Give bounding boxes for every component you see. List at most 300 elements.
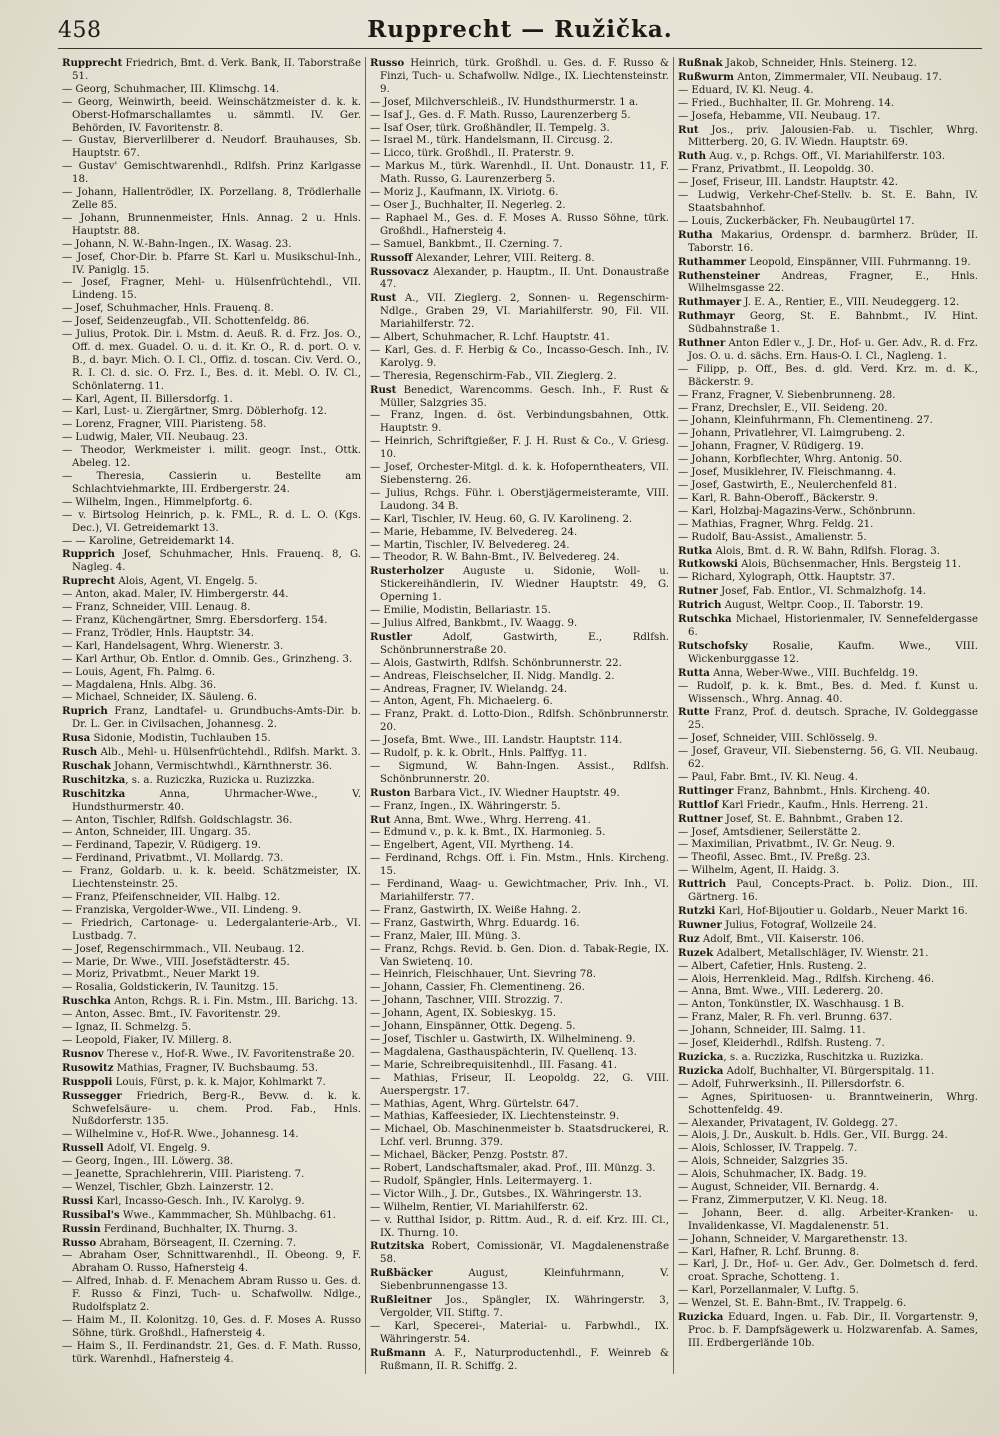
directory-entry bbox=[62, 406, 361, 419]
entry-text: — Paul, Fabr. Bmt., IV. Kl. Neug. 4. bbox=[678, 771, 858, 783]
entry-text: — August, Schneider, VII. Bernardg. 4. bbox=[678, 1182, 880, 1194]
directory-entry bbox=[62, 1009, 361, 1022]
entry-surname: Ruz bbox=[678, 932, 700, 945]
entry-text: Friedrich, Berg-R., Bevw. d. k. k. Schwefelsäure- u. chem. Prod. Fab., Hnls. Nußdorferstr. 135. bbox=[72, 1090, 361, 1128]
entry-text: — Louis, Agent, Fh. Palmg. 6. bbox=[62, 666, 216, 678]
entry-surname: Rupprecht bbox=[62, 57, 123, 69]
entry-text: — Rudolf, p. k. k. Bmt., Bes. d. Med. f. Kunst u. Wissensch., Whrg. Annag. 40. bbox=[678, 680, 978, 705]
directory-entry bbox=[370, 879, 669, 905]
directory-entry bbox=[370, 161, 669, 187]
directory-entry bbox=[62, 1276, 361, 1315]
entry-text: Heinrich, türk. Großhdl. u. Ges. d. F. Russo & Finzi, Tuch- u. Schafwollw. Ndlge., IX. Liechtensteinstr. 9. bbox=[380, 58, 669, 95]
entry-text: — Heinrich, Fleischhauer, Unt. Sievring 78. bbox=[370, 969, 596, 981]
directory-entry bbox=[370, 123, 669, 136]
entry-text: Eduard, Ingen. u. Fab. Dir., II. Vorgartenstr. 9, Proc. b. F. Dampfsägewerk u. Holzwarenfab. A. Sames, III. Erdbergerlände 10b. bbox=[688, 1312, 978, 1349]
entry-surname: Rustler bbox=[370, 630, 413, 643]
directory-entry bbox=[678, 493, 978, 506]
directory-entry bbox=[370, 57, 669, 97]
entry-surname: Rußmann bbox=[370, 1346, 426, 1359]
entry-text: Anton, Rchgs. R. i. Fin. Mstm., III. Barichg. 13. bbox=[110, 996, 358, 1008]
entry-text: Anna, Uhrmacher-Wwe., V. Hundsthurmerstr. 40. bbox=[72, 788, 361, 813]
directory-entry bbox=[62, 1035, 361, 1048]
directory-entry bbox=[678, 1195, 978, 1208]
directory-entry bbox=[678, 111, 978, 124]
entry-text: Alexander, p. Hauptm., II. Unt. Donaustraße 47. bbox=[380, 266, 669, 291]
directory-entry bbox=[678, 441, 978, 454]
directory-entry bbox=[62, 419, 361, 432]
entry-text: Andreas, Fragner, E., Hnls. Wilhelmsgasse 22. bbox=[688, 270, 978, 295]
entry-text: — Anton, Schneider, III. Ungarg. 35. bbox=[62, 827, 251, 839]
directory-entry bbox=[678, 256, 978, 270]
entry-text: — Josef, Orchester-Mitgl. d. k. k. Hofoperntheaters, VII. Siebensterng. 26. bbox=[370, 462, 669, 486]
directory-entry bbox=[62, 394, 361, 407]
directory-entry bbox=[678, 364, 978, 390]
entry-text: — Mathias, Kaffeesieder, IX. Liechtensteinstr. 9. bbox=[370, 1111, 620, 1123]
directory-entry bbox=[678, 1298, 978, 1311]
directory-entry bbox=[678, 933, 978, 947]
entry-text: Franz, Prof. d. deutsch. Sprache, IV. Goldeggasse 25. bbox=[688, 707, 978, 732]
entry-text: Adalbert, Metallschläger, IV. Wienstr. 21. bbox=[713, 947, 929, 959]
directory-entry bbox=[62, 536, 361, 549]
directory-entry bbox=[370, 527, 669, 540]
entry-text: Franz, Bahnbmt., Hnls. Kircheng. 40. bbox=[733, 785, 931, 797]
entry-text: — Wilhelm, Agent, II. Haidg. 3. bbox=[678, 865, 840, 877]
entry-text: Karl, Incasso-Gesch. Inh., IV. Karolyg. 9. bbox=[93, 1195, 305, 1207]
entry-surname: Ruschitzka bbox=[62, 787, 126, 800]
directory-entry bbox=[370, 969, 669, 982]
entry-surname: Ruwner bbox=[678, 918, 722, 931]
directory-entry bbox=[370, 631, 669, 658]
entry-text: — Michael, Schneider, IX. Säuleng. 6. bbox=[62, 692, 258, 704]
entry-text: Johann, Vermischtwhdl., Kärnthnerstr. 36. bbox=[110, 760, 333, 772]
directory-entry bbox=[678, 827, 978, 840]
directory-entry bbox=[62, 510, 361, 536]
directory-entry bbox=[678, 1182, 978, 1195]
directory-entry bbox=[678, 1208, 978, 1234]
entry-text: — Alexander, Privatagent, IV. Goldegg. 27. bbox=[678, 1117, 898, 1129]
directory-entry bbox=[62, 1169, 361, 1182]
directory-entry bbox=[678, 124, 978, 151]
entry-text: Paul, Concepts-Pract. b. Poliz. Dion., III. Gärtnerg. 16. bbox=[688, 879, 978, 904]
entry-text: Adolf, Buchhalter, VI. Bürgerspitalg. 11. bbox=[723, 1065, 935, 1077]
entry-text: J. E. A., Rentier, E., VIII. Neudeggerg. 12. bbox=[741, 297, 960, 309]
directory-entry bbox=[678, 1130, 978, 1143]
directory-entry bbox=[370, 565, 669, 605]
directory-entry bbox=[370, 135, 669, 148]
directory-entry bbox=[370, 905, 669, 918]
directory-entry bbox=[370, 605, 669, 618]
entry-text: — Anton, Tonkünstler, IX. Waschhausg. 1 B. bbox=[678, 999, 905, 1011]
entry-text: August, Kleinfuhrmann, V. Siebenbrunnengasse 13. bbox=[380, 1268, 669, 1293]
directory-entry bbox=[370, 345, 669, 371]
entry-surname: Ruschka bbox=[62, 995, 111, 1008]
directory-entry bbox=[62, 827, 361, 840]
directory-entry bbox=[62, 316, 361, 329]
directory-entry bbox=[678, 415, 978, 428]
entry-surname: Ruttner bbox=[678, 812, 723, 825]
entry-text: , s. a. Ruczizka, Ruschitzka u. Ruzizka. bbox=[723, 1051, 924, 1063]
entry-text: — Oser J., Buchhalter, II. Negerleg. 2. bbox=[370, 199, 566, 211]
directory-entry bbox=[62, 277, 361, 303]
entry-text: — Franz, Gastwirth, IX. Weiße Hahng. 2. bbox=[370, 904, 581, 916]
entry-text: — Karl, Porzellanmaler, V. Luftg. 5. bbox=[678, 1285, 859, 1297]
directory-entry bbox=[370, 1073, 669, 1099]
entry-text: — Johann, Privatlehrer, VI. Laimgrubeng. 2. bbox=[678, 428, 906, 440]
entry-text: — Ignaz, II. Schmelzg. 5. bbox=[62, 1022, 192, 1034]
directory-entry bbox=[62, 84, 361, 97]
directory-entry bbox=[678, 947, 978, 961]
entry-surname: Ruthensteiner bbox=[678, 269, 760, 282]
directory-entry bbox=[370, 827, 669, 840]
entry-text: — Emilie, Modistin, Bellariastr. 15. bbox=[370, 605, 551, 617]
entry-text: — Franz, Maler, III. Müng. 3. bbox=[370, 930, 521, 942]
directory-entry bbox=[678, 98, 978, 111]
directory-entry bbox=[678, 999, 978, 1012]
entry-text: — Franz, Prakt. d. Lotto-Dion., Rdlfsh. Schönbrunnerstr. 20. bbox=[370, 709, 669, 734]
entry-text: — Robert, Landschaftsmaler, akad. Prof., III. Münzg. 3. bbox=[370, 1163, 656, 1175]
entry-text: — Andreas, Fleischselcher, II. Nidg. Mandlg. 2. bbox=[370, 670, 615, 682]
entry-surname: Ruthmayr bbox=[678, 310, 735, 323]
directory-entry bbox=[678, 506, 978, 519]
directory-entry bbox=[678, 270, 978, 297]
entry-surname: Ruttlof bbox=[678, 798, 719, 811]
directory-entry bbox=[678, 599, 978, 613]
column-3 bbox=[674, 57, 982, 1374]
entry-text: — Engelbert, Agent, VII. Myrtheng. 14. bbox=[370, 840, 574, 852]
directory-entry bbox=[370, 292, 669, 332]
entry-text: — Johann, Agent, IX. Sobieskyg. 15. bbox=[370, 1008, 556, 1020]
entry-text: — Karl, Holzbaj-Magazins-Verw., Schönbrunn. bbox=[678, 505, 916, 517]
directory-entry bbox=[678, 572, 978, 585]
directory-entry bbox=[62, 135, 361, 161]
directory-entry bbox=[370, 1111, 669, 1124]
directory-entry bbox=[62, 1237, 361, 1251]
entry-surname: Rut bbox=[678, 123, 699, 136]
entry-text: — Julius Alfred, Bankbmt., IV. Waagg. 9. bbox=[370, 617, 578, 629]
entry-text: — Raphael M., Ges. d. F. Moses A. Russo Söhne, türk. Großhdl., Hafnersteig 4. bbox=[370, 212, 669, 237]
directory-entry bbox=[62, 641, 361, 654]
entry-text: Alexander, Lehrer, VIII. Reiterg. 8. bbox=[412, 252, 595, 264]
entry-text: — Markus M., türk. Warenhdl., II. Unt. Donaustr. 11, F. Math. Russo, G. Laurenzerberg 5. bbox=[370, 161, 669, 186]
entry-text: Franz, Landtafel- u. Grundbuchs-Amts-Dir. b. Dr. L. Ger. in Civilsachen, Johannesg. 2. bbox=[72, 706, 361, 731]
directory-entry bbox=[678, 1012, 978, 1025]
directory-entry bbox=[678, 878, 978, 905]
directory-entry bbox=[62, 161, 361, 187]
directory-entry bbox=[62, 732, 361, 746]
directory-entry bbox=[678, 706, 978, 733]
entry-text: — Ludwig, Maler, VII. Neubaug. 23. bbox=[62, 432, 249, 444]
entry-text: — Josef, Kleiderhdl., Rdlfsh. Rusteng. 7. bbox=[678, 1038, 885, 1050]
entry-text: — Alois, J. Dr., Auskult. b. Hdls. Ger., VII. Burgg. 24. bbox=[678, 1130, 948, 1142]
entry-text: — Lorenz, Fragner, VIII. Piaristeng. 58. bbox=[62, 419, 267, 431]
entry-text: Auguste u. Sidonie, Woll- u. Stickereihändlerin, IV. Wiedner Hauptstr. 49, G. Operning 1. bbox=[380, 566, 669, 604]
entry-text: — Johann, Kleinfuhrmann, Fh. Clementineng. 27. bbox=[678, 415, 933, 427]
directory-entry bbox=[678, 1025, 978, 1038]
entry-text: Alois, Büchsenmacher, Hnls. Bergsteig 11. bbox=[737, 559, 962, 571]
entry-text: — Magdalena, Gasthauspächterin, IV. Quellenq. 13. bbox=[370, 1046, 637, 1058]
entry-surname: Russegger bbox=[62, 1089, 122, 1102]
entry-text: — Martin, Tischler, IV. Belvedereg. 24. bbox=[370, 539, 570, 551]
directory-entry bbox=[678, 454, 978, 467]
directory-entry bbox=[370, 787, 669, 801]
entry-text: Alois, Agent, VI. Engelg. 5. bbox=[115, 576, 258, 588]
entry-text: — Johann, Hallentrödler, IX. Porzellang. 8, Trödlerhalle Zelle 85. bbox=[62, 187, 361, 211]
entry-text: — Franz, Privatbmt., II. Leopoldg. 30. bbox=[678, 164, 874, 176]
entry-text: — Alois, Herrenkleid. Mag., Rdlfsh. Kircheng. 46. bbox=[678, 973, 935, 985]
entry-text: — Julius, Rchgs. Führ. i. Oberstjägermeisteramte, VIII. Laudong. 34 B. bbox=[370, 487, 669, 512]
directory-entry bbox=[62, 602, 361, 615]
directory-entry bbox=[370, 671, 669, 684]
entry-surname: Ruzicka bbox=[678, 1050, 724, 1063]
entry-surname: Rußwurm bbox=[678, 70, 734, 83]
directory-entry bbox=[678, 799, 978, 813]
directory-entry bbox=[370, 1347, 669, 1374]
entry-text: — Johann, Einspänner, Ottk. Degeng. 5. bbox=[370, 1021, 576, 1033]
entry-text: Alb., Mehl- u. Hülsenfrüchtehdl., Rdlfsh. Markt. 3. bbox=[97, 747, 361, 759]
entry-surname: Rutschka bbox=[678, 613, 732, 626]
directory-entry bbox=[678, 785, 978, 799]
entry-text: A. F., Naturproductenhdl., F. Weinreb & Rußmann, II. R. Schiffg. 2. bbox=[380, 1347, 669, 1372]
directory-entry bbox=[62, 628, 361, 641]
directory-entry bbox=[678, 681, 978, 707]
directory-entry bbox=[678, 190, 978, 216]
entry-surname: Russibal's bbox=[62, 1208, 120, 1221]
entry-text: — Josef, Tischler u. Gastwirth, IX. Wilhelmineng. 9. bbox=[370, 1033, 636, 1045]
directory-entry bbox=[370, 540, 669, 553]
entry-surname: Rußleitner bbox=[370, 1294, 432, 1307]
column-1 bbox=[58, 57, 366, 1374]
entry-text: — Franziska, Vergolder-Wwe., VII. Lindeng. 9. bbox=[62, 904, 302, 916]
entry-surname: Rusppoli bbox=[62, 1075, 113, 1088]
directory-entry bbox=[62, 1223, 361, 1237]
entry-text: — Josefa, Bmt. Wwe., III. Landstr. Hauptstr. 114. bbox=[370, 735, 623, 747]
entry-text: Friedrich, Bmt. d. Verk. Bank, II. Taborstraße 51. bbox=[72, 58, 361, 82]
entry-text: — Mathias, Agent, Whrg. Gürtelstr. 647. bbox=[370, 1098, 579, 1110]
entry-text: — Wenzel, St. E. Bahn-Bmt., IV. Trappelg. 6. bbox=[678, 1298, 907, 1310]
directory-entry bbox=[62, 1315, 361, 1341]
entry-text: — Alois, Schuhmacher, IX. Badg. 19. bbox=[678, 1169, 867, 1181]
entry-text: — Maximilian, Privatbmt., IV. Gr. Neug. 9. bbox=[678, 839, 896, 851]
entry-text: — Franz, Goldarb. u. k. k. beeid. Schätzmeister, IX. Liechtensteinstr. 25. bbox=[62, 866, 361, 891]
directory-entry bbox=[370, 1176, 669, 1189]
entry-text: — Michael, Bäcker, Penzg. Poststr. 87. bbox=[370, 1150, 568, 1162]
entry-text: — Moriz, Privatbmt., Neuer Markt 19. bbox=[62, 969, 260, 981]
column-2 bbox=[366, 57, 674, 1374]
directory-entry bbox=[678, 961, 978, 974]
entry-text: — Haim S., II. Ferdinandstr. 21, Ges. d. F. Math. Russo, türk. Warenhdl., Hafnersteig 4. bbox=[62, 1340, 361, 1365]
entry-text: — Johann, Schneider, V. Margarethenstr. 13. bbox=[678, 1233, 908, 1245]
directory-entry bbox=[678, 403, 978, 416]
entry-surname: Russell bbox=[62, 1142, 104, 1155]
directory-entry bbox=[62, 853, 361, 866]
directory-entry bbox=[62, 213, 361, 239]
directory-entry bbox=[370, 735, 669, 748]
entry-text: — Karl, Tischler, IV. Heug. 60, G. IV. Karolineng. 2. bbox=[370, 513, 633, 525]
entry-text: — Johann, Brunnenmeister, Hnls. Annag. 2 u. Hnls. Hauptstr. 88. bbox=[62, 212, 361, 237]
entry-text: — Wilhelm, Ingen., Himmelpfortg. 6. bbox=[62, 496, 253, 508]
directory-entry bbox=[62, 432, 361, 445]
entry-text: — Theresia, Regenschirm-Fab., VII. Zieglerg. 2. bbox=[370, 370, 617, 382]
directory-entry bbox=[678, 1311, 978, 1351]
entry-text: — Sigmund, W. Bahn-Ingen. Assist., Rdlfsh. Schönbrunnerstr. 20. bbox=[370, 760, 669, 785]
directory-entry bbox=[62, 892, 361, 905]
directory-entry bbox=[678, 71, 978, 85]
entry-text: — Alois, Schlosser, IV. Trappelg. 7. bbox=[678, 1143, 858, 1155]
directory-entry bbox=[370, 213, 669, 239]
directory-entry bbox=[678, 1259, 978, 1285]
entry-text: — Alois, Schneider, Salzgries 35. bbox=[678, 1156, 849, 1168]
entry-surname: Ruth bbox=[678, 150, 706, 163]
directory-entry bbox=[62, 239, 361, 252]
entry-text: Leopold, Einspänner, VIII. Fuhrmanng. 19. bbox=[746, 256, 971, 268]
directory-entry bbox=[370, 618, 669, 631]
entry-text: — Agnes, Spirituosen- u. Branntweinerin, Whrg. Schottenfeldg. 49. bbox=[678, 1091, 978, 1116]
entry-text: — Gustav' Gemischtwarenhdl., Rdlfsh. Prinz Karlgasse 18. bbox=[62, 161, 361, 186]
directory-entry bbox=[62, 944, 361, 957]
entry-surname: Rußnak bbox=[678, 57, 723, 69]
entry-text: — Theresia, Cassierin u. Bestellte am Schlachtviehmarkte, III. Erdbergerstr. 24. bbox=[62, 471, 361, 495]
entry-surname: Ruzicka bbox=[678, 1064, 724, 1077]
entry-surname: Russovacz bbox=[370, 265, 429, 278]
entry-surname: Rutzki bbox=[678, 905, 716, 917]
entry-text: — Georg, Weinwirth, beeid. Weinschätzmeister d. k. k. Oberst-Hofmarschallamtes u. sämmtl. IV. Ger. Behörden, IV. Favoritenstr. 8. bbox=[62, 96, 361, 134]
directory-entry bbox=[62, 548, 361, 575]
entry-text: — Karl, J. Dr., Hof- u. Ger. Adv., Ger. Dolmetsch d. ferd. croat. Sprache, Schotteng. 1. bbox=[678, 1259, 978, 1284]
entry-text: Benedict, Warencomms. Gesch. Inh., F. Rust & Müller, Salzgries 35. bbox=[380, 384, 669, 409]
entry-surname: Rutta bbox=[678, 666, 710, 679]
directory-entry bbox=[62, 918, 361, 944]
entry-text: — Franz, Ingen. d. öst. Verbindungsbahnen, Ottk. Hauptstr. 9. bbox=[370, 410, 669, 435]
directory-entry bbox=[370, 761, 669, 787]
directory-entry bbox=[370, 918, 669, 931]
directory-entry bbox=[370, 1321, 669, 1347]
entry-text: — Karl, Agent, II. Billersdorfg. 1. bbox=[62, 393, 233, 405]
directory-entry bbox=[370, 1060, 669, 1073]
directory-entry bbox=[62, 1076, 361, 1090]
directory-entry bbox=[370, 1202, 669, 1215]
entry-text: — Franz, Maler, R. Fh. verl. Brunng. 637. bbox=[678, 1012, 893, 1024]
directory-entry bbox=[370, 384, 669, 411]
directory-entry bbox=[62, 982, 361, 995]
directory-entry bbox=[370, 148, 669, 161]
directory-entry bbox=[62, 969, 361, 982]
directory-entry bbox=[678, 1065, 978, 1079]
directory-entry bbox=[370, 97, 669, 110]
entry-text: — Richard, Xylograph, Ottk. Hauptstr. 37. bbox=[678, 572, 896, 584]
directory-entry bbox=[678, 865, 978, 878]
entry-text: — Louis, Zuckerbäcker, Fh. Neubaugürtel 17. bbox=[678, 215, 915, 227]
directory-entry bbox=[62, 760, 361, 774]
entry-text: — Ferdinand, Tapezir, V. Rüdigerg. 19. bbox=[62, 840, 261, 852]
entry-text: A., VII. Zieglerg. 2, Sonnen- u. Regenschirm-Ndlge., Graben 29, VI. Mariahilferstr. 90, Fil. VII. Mariahilferstr. 72. bbox=[380, 293, 669, 331]
entry-surname: Rutner bbox=[678, 585, 718, 598]
directory-entry bbox=[370, 1021, 669, 1034]
entry-text: Rosalie, Kaufm. Wwe., VIII. Wickenburggasse 12. bbox=[688, 640, 978, 665]
directory-entry bbox=[370, 266, 669, 293]
entry-text: — Victor Wilh., J. Dr., Gutsbes., IX. Währingerstr. 13. bbox=[370, 1188, 642, 1200]
entry-text: Wwe., Kammmacher, Sh. Mühlbachg. 61. bbox=[119, 1209, 336, 1221]
directory-entry bbox=[370, 239, 669, 252]
entry-text: — Alois, Gastwirth, Rdlfsh. Schönbrunnerstr. 22. bbox=[370, 657, 622, 669]
entry-text: — Franz, Zimmerputzer, V. Kl. Neug. 18. bbox=[678, 1194, 888, 1206]
entry-text: — Josef, Chor-Dir. b. Pfarre St. Karl u. Musikschul-Inh., IV. Paniglg. 15. bbox=[62, 251, 361, 276]
entry-text: — Albert, Cafetier, Hnls. Rusteng. 2. bbox=[678, 960, 867, 972]
directory-entry bbox=[678, 177, 978, 190]
directory-entry bbox=[370, 1124, 669, 1150]
entry-text: Michael, Historienmaler, IV. Sennefeldergasse 6. bbox=[688, 614, 978, 638]
directory-entry bbox=[370, 110, 669, 123]
directory-entry bbox=[370, 814, 669, 828]
entry-text: — Filipp, p. Off., Bes. d. gld. Verd. Krz. m. d. K., Bäckerstr. 9. bbox=[678, 363, 978, 388]
entry-text: — Anton, akad. Maler, IV. Himbergerstr. 44. bbox=[62, 589, 289, 601]
entry-text: — Adolf, Fuhrwerksinh., II. Pillersdorfstr. 6. bbox=[678, 1078, 905, 1090]
directory-entry bbox=[62, 497, 361, 510]
directory-entry bbox=[678, 337, 978, 364]
directory-entry bbox=[370, 931, 669, 944]
directory-entry bbox=[678, 1051, 978, 1065]
directory-entry bbox=[62, 1062, 361, 1076]
entry-text: — Josefa, Hebamme, VII. Neubaug. 17. bbox=[678, 110, 881, 122]
entry-text: Alois, Bmt. d. R. W. Bahn, Rdlfsh. Florag. 3. bbox=[712, 545, 940, 557]
directory-entry bbox=[62, 654, 361, 667]
entry-text: — Ludwig, Verkehr-Chef-Stellv. b. St. E. Bahn, IV. Staatsbahnhof. bbox=[678, 190, 978, 214]
entry-text: — Jeanette, Sprachlehrerin, VIII. Piaristeng. 7. bbox=[62, 1169, 305, 1181]
entry-text: — Johann, N. W.-Bahn-Ingen., IX. Wasag. 23. bbox=[62, 238, 292, 250]
directory-entry bbox=[370, 658, 669, 671]
entry-text: — Theodor, R. W. Bahn-Bmt., IV. Belvedereg. 24. bbox=[370, 552, 620, 564]
directory-entry bbox=[370, 371, 669, 384]
entry-text: — Fried., Buchhalter, II. Gr. Mohreng. 14. bbox=[678, 97, 895, 109]
directory-entry bbox=[370, 801, 669, 814]
entry-surname: Rutschofsky bbox=[678, 639, 748, 652]
entry-text: — Josef, Graveur, VII. Siebensterng. 56, G. VII. Neubaug. 62. bbox=[678, 746, 978, 771]
directory-entry bbox=[370, 552, 669, 565]
entry-text: — Karl, Hafner, R. Lchf. Brunng. 8. bbox=[678, 1246, 860, 1258]
entry-text: — Isaf J., Ges. d. F. Math. Russo, Laurenzerberg 5. bbox=[370, 109, 631, 121]
directory-entry bbox=[62, 589, 361, 602]
entry-text: Josef, St. E. Bahnbmt., Graben 12. bbox=[722, 813, 903, 825]
directory-entry bbox=[370, 696, 669, 709]
directory-entry bbox=[62, 815, 361, 828]
directory-entry bbox=[370, 252, 669, 266]
entry-text: Adolf, VI. Engelg. 9. bbox=[103, 1143, 211, 1155]
entry-text: — Anton, Assec. Bmt., IV. Favoritenstr. 29. bbox=[62, 1009, 281, 1021]
directory-entry bbox=[370, 840, 669, 853]
entry-text: Georg, St. E. Bahnbmt., IV. Hint. Südbahnstraße 1. bbox=[688, 311, 978, 336]
directory-entry bbox=[370, 187, 669, 200]
entry-text: — v. Rutthal Isidor, p. Rittm. Aud., R. d. eif. Krz. III. Cl., IX. Thurng. 10. bbox=[370, 1214, 669, 1239]
entry-surname: Ruzicka bbox=[678, 1311, 724, 1324]
directory-entry bbox=[370, 410, 669, 436]
entry-text: — Josef, Schneider, VIII. Schlösselg. 9. bbox=[678, 733, 878, 745]
entry-text: — Franz, Pfeifenschneider, VII. Halbg. 12. bbox=[62, 892, 281, 903]
directory-entry bbox=[370, 1047, 669, 1060]
entry-text: — Josef, Fragner, Mehl- u. Hülsenfrüchtehdl., VII. Lindeng. 15. bbox=[62, 277, 361, 302]
directory-entry bbox=[678, 974, 978, 987]
directory-entry bbox=[678, 746, 978, 772]
entry-text: — Franz, Trödler, Hnls. Hauptstr. 34. bbox=[62, 627, 254, 639]
directory-entry bbox=[62, 905, 361, 918]
entry-text: — Johann, Beer. d. allg. Arbeiter-Kranken- u. Invalidenkasse, VI. Magdalenenstr. 51. bbox=[678, 1207, 978, 1232]
entry-surname: Rutzitska bbox=[370, 1240, 425, 1253]
directory-entry bbox=[678, 1156, 978, 1169]
entry-text: — Franz, Gastwirth, Whrg. Eduardg. 16. bbox=[370, 917, 580, 929]
directory-entry bbox=[678, 1234, 978, 1247]
entry-text: — Rudolf, p. k. k. Obrlt., Hnls. Palffyg. 11. bbox=[370, 748, 587, 760]
entry-text: — Georg, Ingen., III. Löwerg. 38. bbox=[62, 1156, 234, 1168]
directory-entry bbox=[678, 919, 978, 933]
entry-surname: Ruthner bbox=[678, 337, 726, 350]
